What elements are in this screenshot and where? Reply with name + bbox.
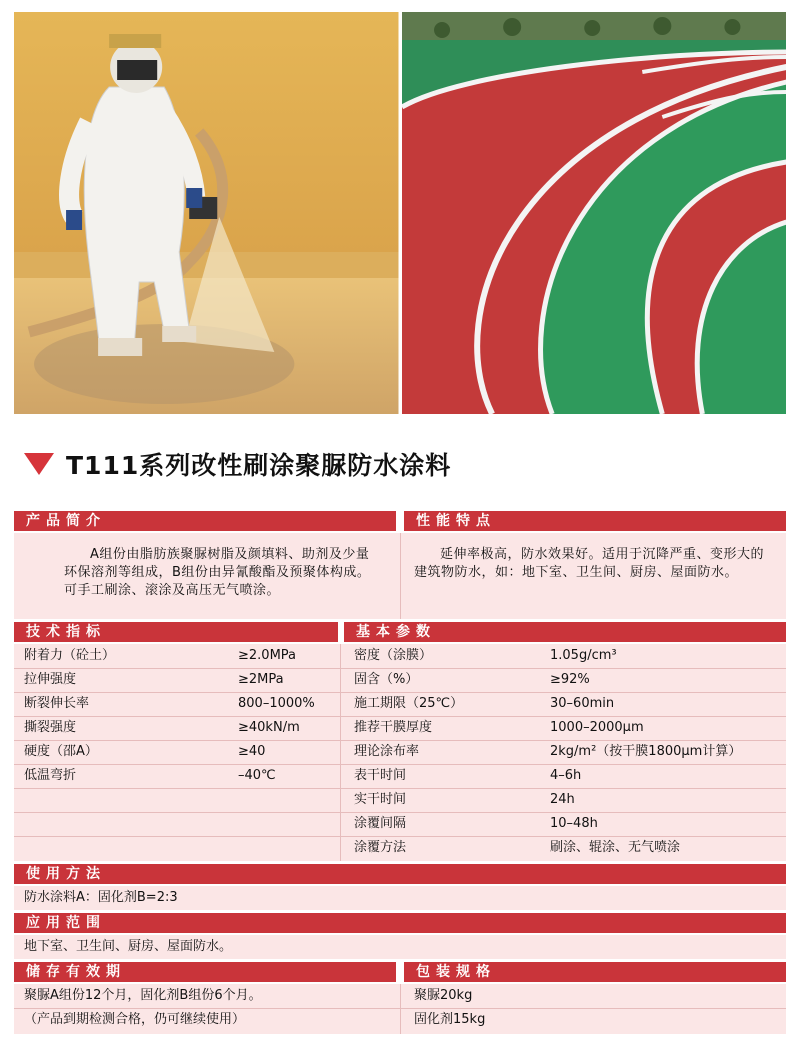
- running-track-photo: [402, 12, 787, 414]
- tech-value: 800–1000%: [238, 696, 315, 711]
- title-row: [24, 447, 451, 481]
- tech-value: ≥40kN/m: [238, 720, 300, 735]
- basic-name: 固含（%）: [354, 672, 419, 687]
- section-header-basic: 基本参数: [344, 622, 786, 642]
- packing-text: 聚脲20kg: [414, 988, 473, 1003]
- tech-name: 附着力（砼土）: [24, 648, 116, 663]
- intro-text: A组份由脂肪族聚脲树脂及颜填料、助剂及少量环保溶剂等组成，B组份由异氰酸酯及预聚体构成。可手工刷涂、滚涂及高压无气喷涂。: [64, 547, 371, 598]
- worker-spraying-photo: [14, 12, 399, 414]
- basic-name: 密度（涂膜）: [354, 648, 433, 663]
- scope-text: 地下室、卫生间、厨房、屋面防水。: [24, 939, 233, 954]
- section-header-scope: 应用范围: [14, 913, 786, 933]
- tech-value: ≥2.0MPa: [238, 648, 297, 663]
- basic-value: 4–6h: [550, 768, 582, 783]
- tech-value: ≥40: [238, 744, 266, 759]
- photo-strip: [14, 12, 786, 414]
- tech-value: ≥2MPa: [238, 672, 284, 687]
- basic-value: 刷涂、辊涂、无气喷涂: [550, 840, 681, 855]
- triangle-marker-icon: [24, 453, 54, 475]
- basic-value: 10–48h: [550, 816, 598, 831]
- tech-name: 硬度（邵A）: [24, 744, 98, 759]
- storage-text: （产品到期检测合格，仍可继续使用）: [24, 1012, 246, 1027]
- divider: [340, 644, 341, 861]
- basic-value: ≥92%: [550, 672, 590, 687]
- tech-name: 撕裂强度: [24, 720, 77, 735]
- divider: [400, 984, 401, 1034]
- basic-name: 实干时间: [354, 792, 407, 807]
- basic-value: 2kg/m²（按干膜1800μm计算）: [550, 744, 742, 759]
- divider: [400, 533, 401, 619]
- usage-text: 防水涂料A：固化剂B=2:3: [24, 890, 178, 905]
- tech-name: 低温弯折: [24, 768, 77, 783]
- section-header-storage: 储存有效期: [14, 962, 396, 982]
- basic-value: 1000–2000μm: [550, 720, 644, 735]
- basic-name: 施工期限（25℃）: [354, 696, 464, 711]
- storage-text: 聚脲A组份12个月，固化剂B组份6个月。: [24, 988, 262, 1003]
- tech-value: –40℃: [238, 768, 276, 783]
- basic-value: 1.05g/cm³: [550, 648, 617, 663]
- tech-name: 拉伸强度: [24, 672, 77, 687]
- basic-name: 理论涂布率: [354, 744, 420, 759]
- basic-name: 表干时间: [354, 768, 407, 783]
- basic-value: 24h: [550, 792, 575, 807]
- basic-name: 涂覆方法: [354, 840, 407, 855]
- basic-name: 推荐干膜厚度: [354, 720, 433, 735]
- section-header-features: 性能特点: [404, 511, 786, 531]
- basic-name: 涂覆间隔: [354, 816, 407, 831]
- tech-name: 断裂伸长率: [24, 696, 90, 711]
- basic-value: 30–60min: [550, 696, 615, 711]
- section-header-packing: 包装规格: [404, 962, 786, 982]
- red-green-running-track-photo: [402, 12, 787, 414]
- section-header-usage: 使用方法: [14, 864, 786, 884]
- page-title: T111系列改性刷涂聚脲防水涂料: [66, 451, 452, 480]
- packing-text: 固化剂15kg: [414, 1012, 486, 1027]
- section-header-intro: 产品简介: [14, 511, 396, 531]
- section-header-tech: 技术指标: [14, 622, 338, 642]
- features-text: 延伸率极高，防水效果好。适用于沉降严重、变形大的建筑物防水，如：地下室、卫生间、厨房、屋面防水。: [414, 547, 765, 580]
- worker-spraying-coating-photo: [14, 12, 399, 414]
